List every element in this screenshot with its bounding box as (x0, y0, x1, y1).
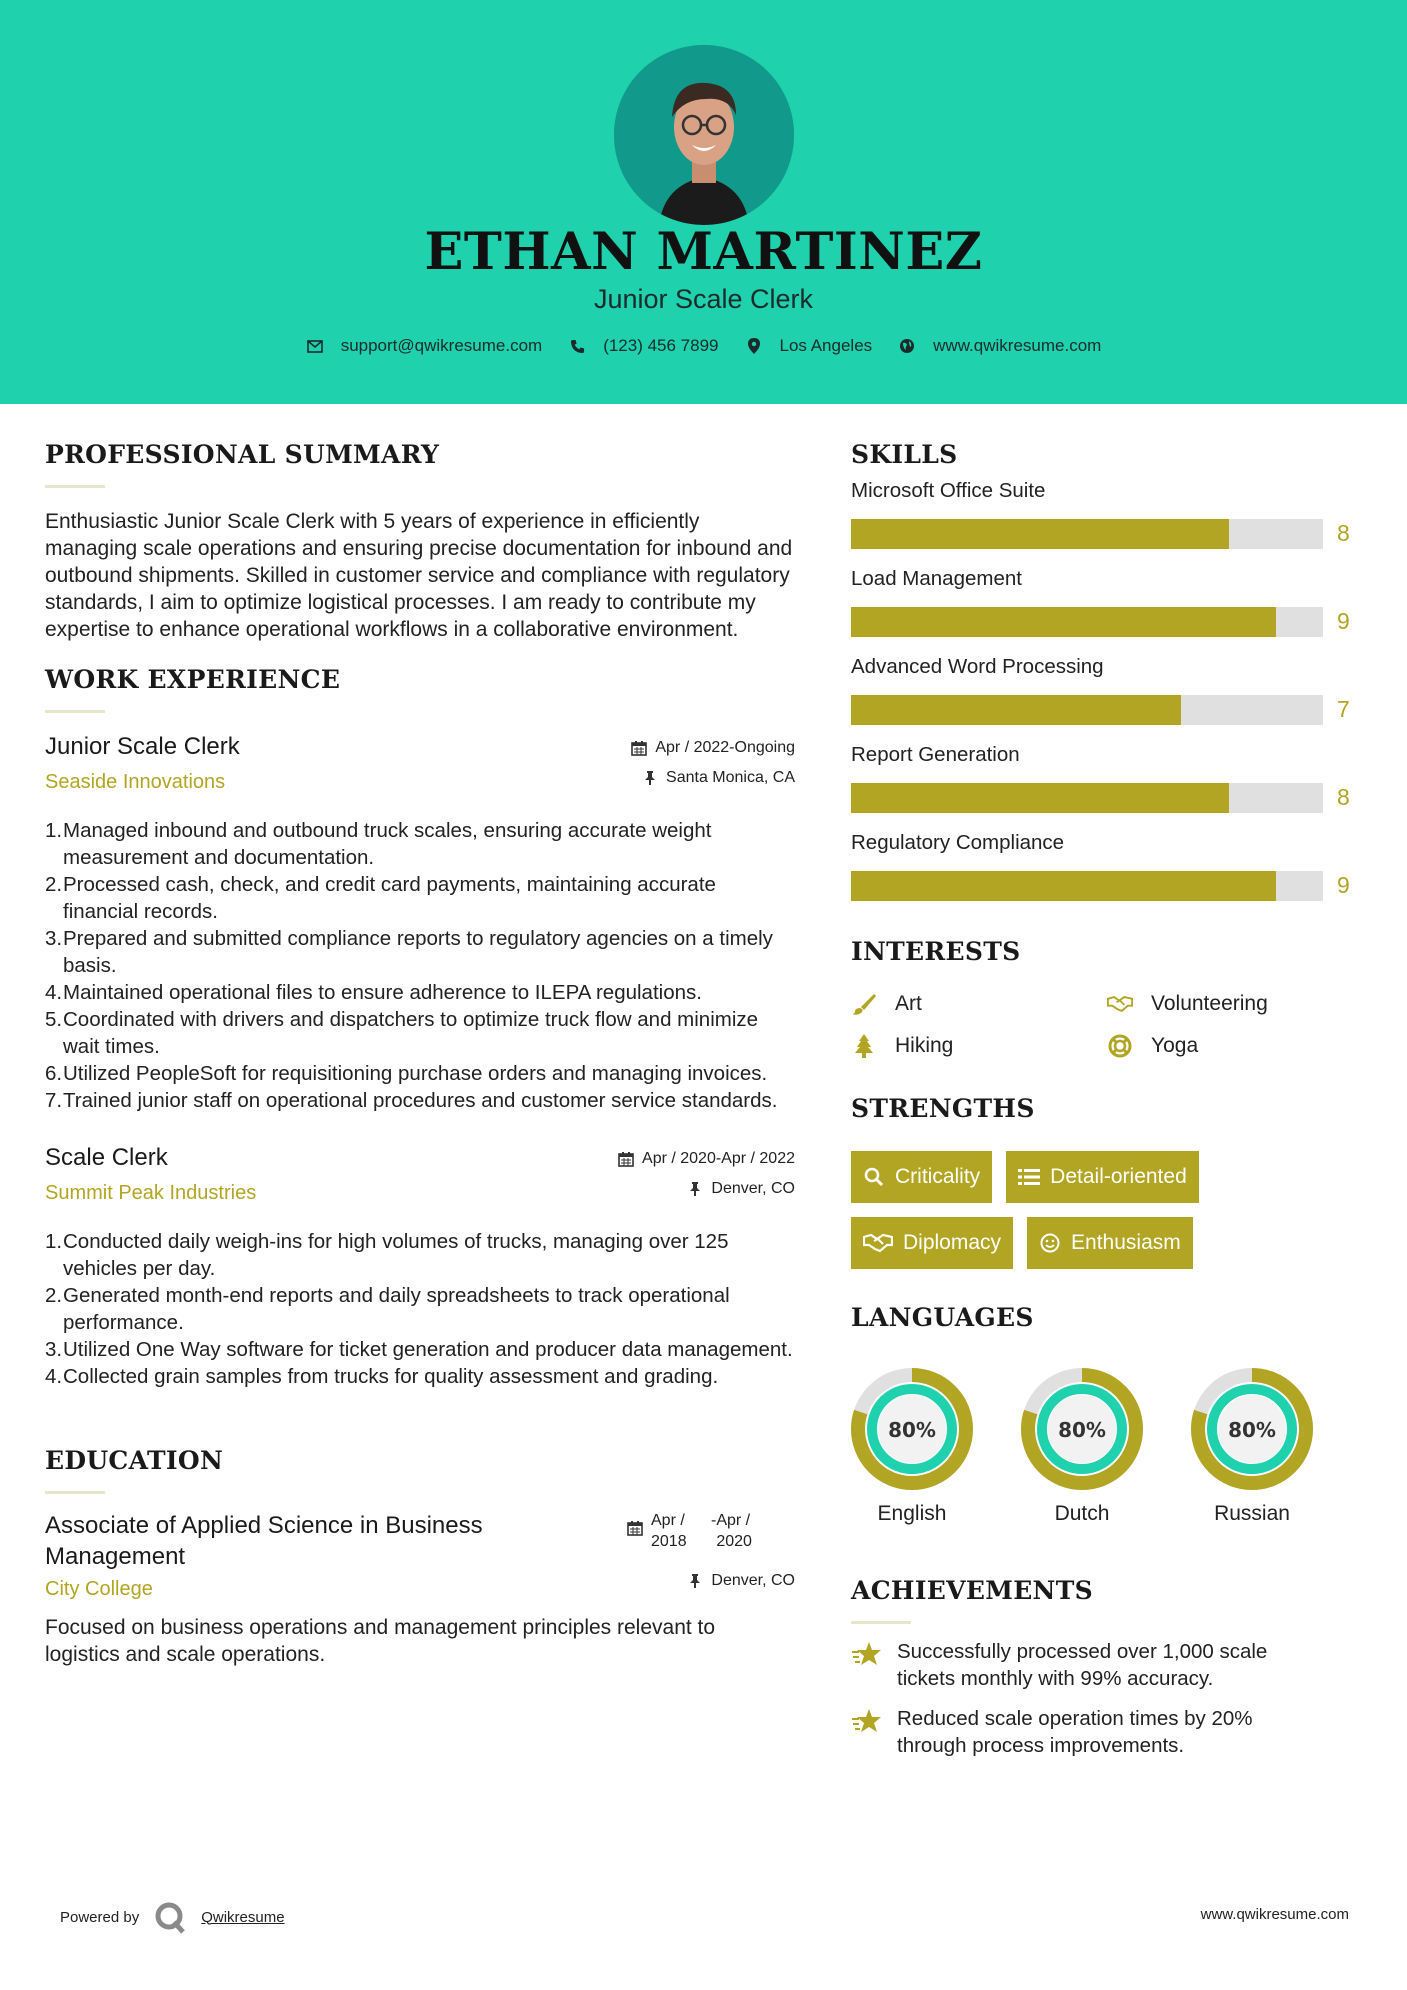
skill-name: Regulatory Compliance (851, 831, 1065, 854)
skill-name: Report Generation (851, 743, 1020, 766)
list-item: 4. Maintained operational files to ensure adherence to ILEPA regulations. (45, 981, 702, 1004)
right-column (851, 440, 1361, 1759)
calendar-icon (618, 1151, 634, 1167)
education-entry (45, 1510, 795, 1614)
section-divider (45, 710, 105, 713)
job-company: Seaside Innovations (45, 771, 226, 793)
strengths-section (851, 1094, 1361, 1269)
language-percent: 80% (888, 1418, 936, 1442)
map-pin-icon (745, 337, 763, 355)
job-date (618, 1150, 795, 1168)
skill-name: Microsoft Office Suite (851, 479, 1046, 502)
language-item (851, 1368, 1021, 1526)
skill-value: 9 (1337, 872, 1350, 898)
strength-chip (851, 1217, 1013, 1269)
language-item (1021, 1368, 1191, 1526)
skill-name: Advanced Word Processing (851, 655, 1104, 678)
contact-website[interactable] (898, 336, 1101, 356)
list-item: 1. Managed inbound and outbound truck scales, ensuring accurate weight measurement and documentation. (45, 819, 712, 869)
phone-icon (568, 337, 586, 355)
skill-bar-track (851, 607, 1323, 637)
contact-email[interactable] (306, 336, 543, 356)
skill-value: 8 (1337, 520, 1350, 546)
achievement-text: Reduced scale operation times by 20% through process improvements. (897, 1707, 1253, 1757)
skill-value: 8 (1337, 784, 1350, 810)
star-badge-icon (851, 1707, 883, 1737)
education-location (687, 1572, 795, 1590)
interest-item (1107, 1034, 1363, 1058)
strength-label: Enthusiasm (1071, 1231, 1181, 1254)
contact-phone[interactable] (568, 336, 718, 356)
contact-phone-text: (123) 456 7899 (603, 336, 719, 355)
languages-list (851, 1368, 1361, 1526)
skill-bar-fill (851, 783, 1229, 813)
achievements-section (851, 1576, 1361, 1759)
degree-title: Associate of Applied Science in Business Management (45, 1512, 483, 1570)
skill-bar-track (851, 519, 1323, 549)
left-column (45, 440, 795, 1668)
summary-text: Enthusiastic Junior Scale Clerk with 5 years of experience in efficiently managing scale operations and ensuring precise documentation for inbound and outbound shipments. Skilled in customer service and compliance with regulatory standards, I aim to optimize logistical processes. I am ready to contribute my expertise to enhance operational workflows in a collaborative environment. (45, 510, 793, 641)
duties-list (45, 1228, 795, 1390)
strengths-heading: STRENGTHS (851, 1094, 1035, 1123)
star-badge-icon (851, 1640, 883, 1670)
resume-header (0, 0, 1407, 404)
language-name: English (877, 1502, 947, 1525)
list-item: 5. Coordinated with drivers and dispatchers to optimize truck flow and minimize wait times. (45, 1008, 759, 1058)
skills-list (851, 479, 1361, 903)
job-location-text: Denver, CO (711, 1180, 795, 1197)
list-item: 2. Generated month-end reports and daily spreadsheets to track operational performance. (45, 1284, 730, 1334)
pushpin-icon (687, 1181, 703, 1197)
skill-bar-track (851, 783, 1323, 813)
handshake-icon (863, 1232, 893, 1254)
interests-section (851, 937, 1361, 1058)
list-item: 1. Conducted daily weigh-ins for high volumes of trucks, managing over 125 vehicles per day. (45, 1230, 729, 1280)
education-start: Apr / 2018 (651, 1512, 687, 1550)
job-title: Junior Scale Clerk (45, 733, 240, 760)
language-name: Russian (1214, 1502, 1290, 1525)
skill-bar-fill (851, 871, 1276, 901)
interest-label: Volunteering (1151, 992, 1268, 1015)
contact-website-text: www.qwikresume.com (933, 336, 1102, 355)
search-icon (863, 1166, 885, 1188)
candidate-role: Junior Scale Clerk (593, 284, 814, 314)
skill-item (851, 831, 1361, 903)
skill-bar-fill (851, 519, 1229, 549)
skill-value: 7 (1337, 696, 1350, 722)
footer-site[interactable]: www.qwikresume.com (1200, 1906, 1349, 1923)
summary-section (45, 440, 795, 643)
skill-bar-fill (851, 695, 1181, 725)
interest-item (1107, 992, 1363, 1016)
education-description: Focused on business operations and management principles relevant to logistics and scale operations. (45, 1616, 716, 1666)
skill-item (851, 479, 1361, 551)
pushpin-icon (642, 770, 658, 786)
job-date (631, 739, 795, 757)
job-date-text: Apr / 2022-Ongoing (655, 739, 795, 756)
globe-icon (898, 337, 916, 355)
list-item: 3. Utilized One Way software for ticket generation and producer data management. (45, 1338, 793, 1361)
list-item: 2. Processed cash, check, and credit card payments, maintaining accurate financial records. (45, 873, 716, 923)
job-location (642, 769, 795, 787)
brand-link[interactable]: Qwikresume (201, 1908, 285, 1926)
strength-label: Diplomacy (903, 1231, 1002, 1254)
interests-list (851, 992, 1361, 1058)
achievement-item (851, 1705, 1361, 1759)
language-item (1191, 1368, 1361, 1526)
job-company: Summit Peak Industries (45, 1182, 257, 1204)
skill-item (851, 743, 1361, 815)
job-location-text: Santa Monica, CA (666, 769, 795, 786)
qwikresume-logo-icon (153, 1900, 187, 1934)
achievement-text: Successfully processed over 1,000 scale tickets monthly with 99% accuracy. (897, 1640, 1268, 1690)
interests-heading: INTERESTS (851, 937, 1021, 966)
contact-location-text: Los Angeles (779, 336, 873, 355)
skill-bar-track (851, 695, 1323, 725)
skill-name: Load Management (851, 567, 1022, 590)
section-divider (851, 1621, 911, 1624)
education-section (45, 1446, 795, 1668)
language-percent: 80% (1228, 1418, 1276, 1442)
skills-section (851, 440, 1361, 903)
school-name: City College (45, 1578, 153, 1600)
strength-label: Criticality (895, 1165, 981, 1188)
job-date-text: Apr / 2020-Apr / 2022 (642, 1150, 795, 1167)
footer-powered-by (60, 1900, 285, 1934)
candidate-name: ETHAN MARTINEZ (424, 222, 983, 282)
languages-heading: LANGUAGES (851, 1303, 1034, 1332)
strength-label: Detail-oriented (1050, 1165, 1187, 1188)
profile-photo (614, 45, 794, 225)
life-ring-icon (1107, 1034, 1133, 1058)
list-icon (1018, 1166, 1040, 1188)
list-item: 7. Trained junior staff on operational procedures and customer service standards. (45, 1089, 778, 1112)
experience-section (45, 665, 795, 1390)
language-ring (1191, 1368, 1313, 1490)
job-title: Scale Clerk (45, 1144, 168, 1171)
list-item: 3. Prepared and submitted compliance reports to regulatory agencies on a timely basis. (45, 927, 773, 977)
section-divider (45, 485, 105, 488)
contact-email-text: support@qwikresume.com (340, 336, 543, 355)
section-divider (45, 1491, 105, 1494)
smile-icon (1039, 1232, 1061, 1254)
education-heading: EDUCATION (45, 1446, 224, 1475)
experience-heading: WORK EXPERIENCE (45, 665, 341, 694)
paintbrush-icon (851, 992, 877, 1016)
handshake-icon (1107, 992, 1133, 1016)
language-percent: 80% (1058, 1418, 1106, 1442)
achievements-heading: ACHIEVEMENTS (851, 1576, 1093, 1605)
envelope-icon (306, 337, 324, 355)
interest-label: Hiking (895, 1034, 954, 1057)
achievement-item (851, 1638, 1361, 1692)
education-dates: Apr / 2018 - Apr / 2020 (627, 1510, 768, 1552)
calendar-icon (627, 1520, 643, 1536)
education-end: Apr / 2020 (716, 1512, 752, 1550)
powered-by-label: Powered by (60, 1908, 140, 1926)
job-entry (45, 1144, 795, 1390)
list-item: 4. Collected grain samples from trucks for quality assessment and grading. (45, 1365, 719, 1388)
skill-bar-track (851, 871, 1323, 901)
skill-value: 9 (1337, 608, 1350, 634)
language-ring (851, 1368, 973, 1490)
pushpin-icon (687, 1573, 703, 1589)
language-ring (1021, 1368, 1143, 1490)
strength-chip (851, 1151, 992, 1203)
skills-heading: SKILLS (851, 440, 958, 469)
job-entry (45, 733, 795, 1114)
interest-item (851, 992, 1107, 1016)
interest-label: Art (895, 992, 922, 1015)
person-avatar-icon (614, 45, 794, 225)
education-location-text: Denver, CO (711, 1572, 795, 1589)
list-item: 6. Utilized PeopleSoft for requisitioning purchase orders and managing invoices. (45, 1062, 768, 1085)
tree-icon (851, 1034, 877, 1058)
interest-label: Yoga (1151, 1034, 1199, 1057)
language-name: Dutch (1054, 1502, 1110, 1525)
strengths-list (851, 1151, 1291, 1269)
calendar-icon (631, 740, 647, 756)
summary-heading: PROFESSIONAL SUMMARY (45, 440, 440, 469)
contact-bar (0, 336, 1407, 356)
duties-list (45, 817, 795, 1114)
strength-chip (1006, 1151, 1199, 1203)
skill-item (851, 655, 1361, 727)
job-location (687, 1180, 795, 1198)
skill-bar-fill (851, 607, 1276, 637)
languages-section (851, 1303, 1361, 1526)
skill-item (851, 567, 1361, 639)
contact-location (745, 336, 873, 356)
strength-chip (1027, 1217, 1193, 1269)
interest-item (851, 1034, 1107, 1058)
